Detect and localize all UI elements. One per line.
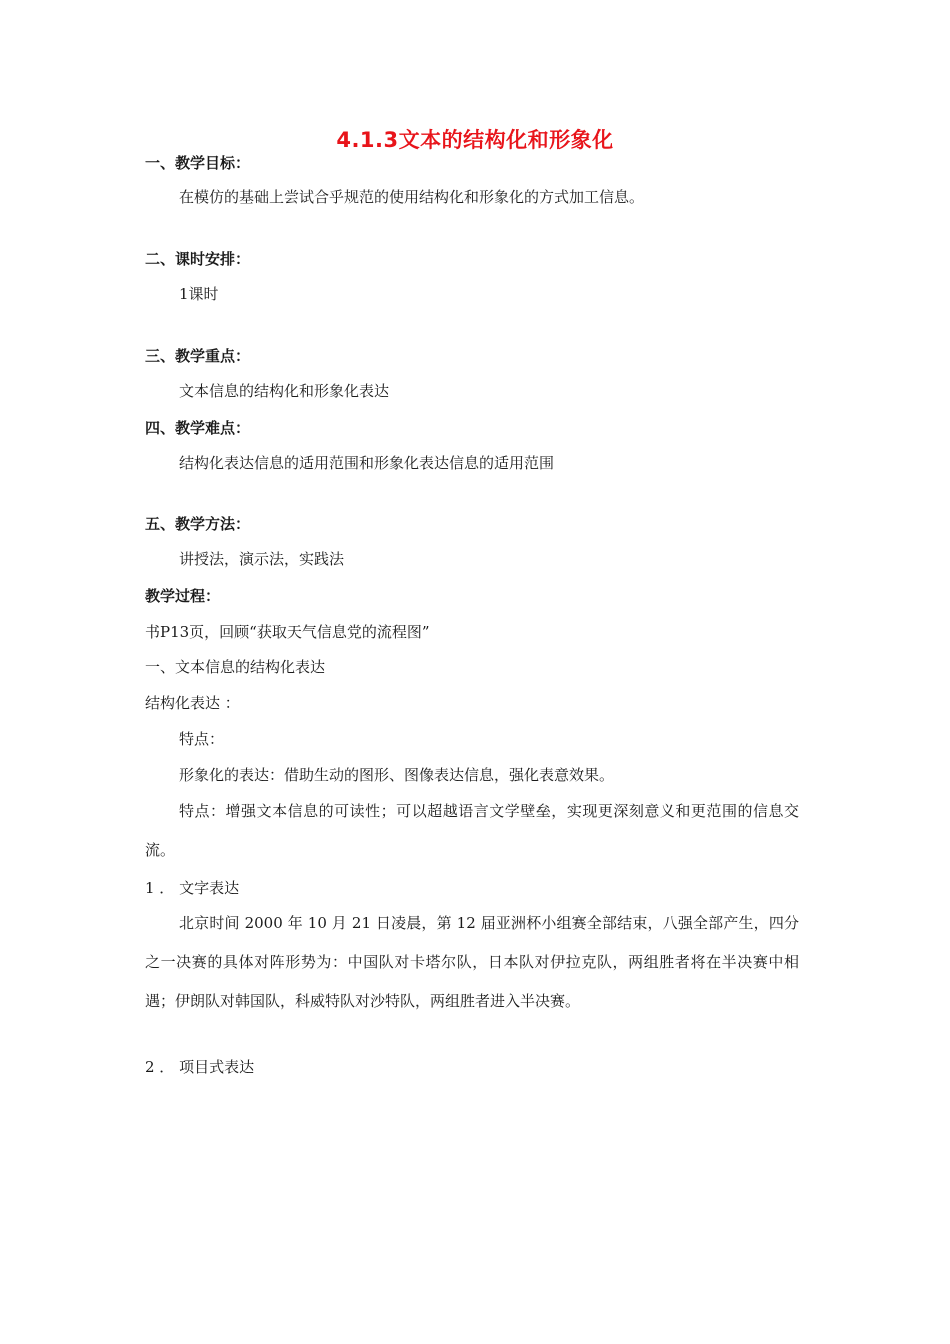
section-keypoints-heading: 三、教学重点： [145,347,251,365]
section-schedule-text: 1课时 [179,285,219,303]
process-item-text-expression: 1 ． 文字表达 [145,879,240,897]
process-line-feature: 特点： [179,730,225,748]
section-keypoints-text: 文本信息的结构化和形象化表达 [179,382,390,400]
section-methods-text: 讲授法，演示法，实践法 [179,550,345,568]
process-line-structured-expression: 结构化表达 ： [145,694,240,712]
section-difficulties-heading: 四、教学难点： [145,419,251,437]
process-line-review: 书P13页，回顾“获取天气信息党的流程图” [145,623,430,641]
process-paragraph-asian-cup: 北京时间 2000 年 10 月 21 日凌晨，第 12 届亚洲杯小组赛全部结束，八强全部产生，四分之一决赛的具体对阵形势为：中国队对卡塔尔队，日本队对伊拉克队，两组胜者将在半决赛中相遇；伊朗队对韩国队，科威特队对沙特队，两组胜者进入半决赛。 [145,914,799,1010]
teaching-process-heading: 教学过程： [145,587,221,605]
process-item-project-expression: 2 ． 项目式表达 [145,1058,255,1076]
process-paragraph-visual-features: 特点：增强文本信息的可读性；可以超越语言文学壁垒，实现更深刻意义和更范围的信息交流。 [145,802,799,859]
section-schedule-heading: 二、课时安排： [145,250,251,268]
process-line-visual-expression: 形象化的表达：借助生动的图形、图像表达信息，强化表意效果。 [179,766,615,784]
section-objectives-heading: 一、教学目标： [145,154,251,172]
section-difficulties-text: 结构化表达信息的适用范围和形象化表达信息的适用范围 [179,454,555,472]
section-objectives-text: 在模仿的基础上尝试合乎规范的使用结构化和形象化的方式加工信息。 [179,188,645,206]
process-line-structured: 一、文本信息的结构化表达 [145,658,326,676]
section-methods-heading: 五、教学方法： [145,515,251,533]
page-title: 4.1.3文本的结构化和形象化 [336,128,614,152]
